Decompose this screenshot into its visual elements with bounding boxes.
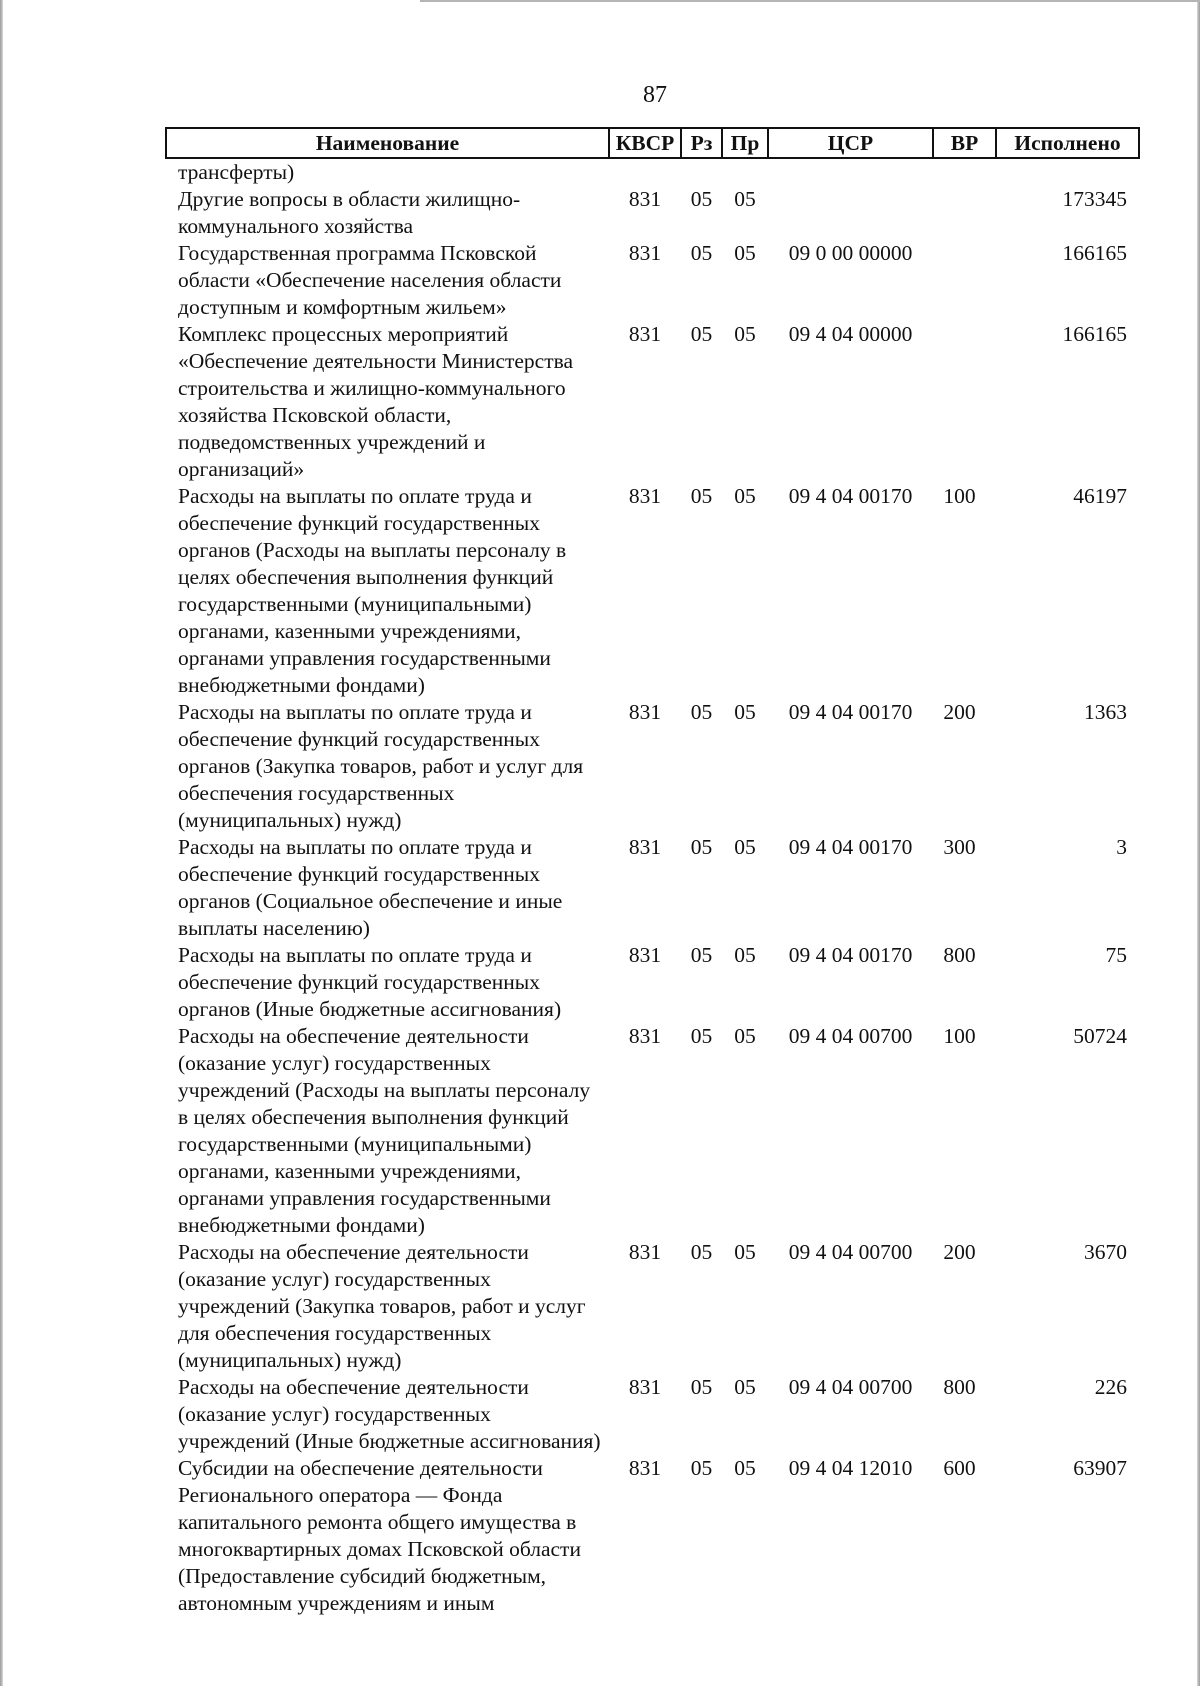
- cell-vr: 100: [943, 1024, 976, 1048]
- cell-pr: 05: [734, 1240, 756, 1264]
- cell-vr: 800: [943, 943, 976, 967]
- cell-rz: 05: [690, 1456, 713, 1480]
- header-row: [166, 128, 1139, 158]
- cell-name: Расходы на выплаты по оплате труда и обеспечение функций государственных органов (Закупка товаров, работ и услуг для обеспечения государственных (муниципальных) нужд): [178, 700, 584, 832]
- cell-pr: 05: [734, 241, 756, 265]
- cell-kvsr: 831: [628, 187, 662, 211]
- table-header: [166, 128, 1139, 158]
- cell-kvsr: 831: [628, 484, 662, 508]
- cell-pr: [722, 158, 768, 186]
- cell-done: 226: [1094, 1375, 1127, 1399]
- table-row: [166, 699, 1139, 834]
- header-csr: ЦСР: [768, 128, 933, 158]
- cell-done: 63907: [1073, 1456, 1127, 1480]
- cell-name: Расходы на выплаты по оплате труда и обеспечение функций государственных органов (Иные бюджетные ассигнования): [178, 943, 562, 1021]
- cell-name: трансферты): [178, 160, 295, 184]
- cell-name: Расходы на выплаты по оплате труда и обеспечение функций государственных органов (Расходы на выплаты персоналу в целях обеспечения выполнения функций государственными (муниципальными) органами, казенными учреждениями, органами управления государственными внебюджетными фондами): [178, 484, 567, 697]
- table-body: [166, 158, 1139, 1617]
- cell-done: 1363: [1084, 700, 1127, 724]
- cell-rz: 05: [690, 835, 713, 859]
- cell-rz: 05: [690, 1024, 713, 1048]
- cell-pr: 05: [734, 700, 756, 724]
- cell-csr: 09 4 04 00170: [788, 835, 913, 859]
- cell-done: 50724: [1073, 1024, 1127, 1048]
- cell-name: Комплекс процессных мероприятий «Обеспечение деятельности Министерства строительства и жилищно-коммунального хозяйства Псковской области, подведомственных учреждений и организаций»: [178, 322, 574, 481]
- scan-edge-left: [0, 0, 3, 1686]
- header-name: Наименование: [166, 128, 609, 158]
- table-row: [166, 186, 1139, 240]
- cell-kvsr: 831: [628, 943, 662, 967]
- cell-kvsr: 831: [628, 322, 662, 346]
- cell-name: Расходы на обеспечение деятельности (оказание услуг) государственных учреждений (Иные бюджетные ассигнования): [178, 1375, 601, 1453]
- cell-vr: [933, 240, 996, 321]
- cell-csr: 09 4 04 00170: [788, 484, 913, 508]
- cell-vr: 200: [943, 1240, 976, 1264]
- cell-done: 166165: [1062, 322, 1127, 346]
- cell-kvsr: 831: [628, 1240, 662, 1264]
- cell-name: Другие вопросы в области жилищно-коммунального хозяйства: [178, 187, 521, 238]
- cell-done: 173345: [1062, 187, 1127, 211]
- cell-kvsr: 831: [628, 1456, 662, 1480]
- cell-csr: [768, 186, 933, 240]
- cell-vr: 600: [943, 1456, 976, 1480]
- cell-csr: [768, 158, 933, 186]
- table-row: [166, 1455, 1139, 1617]
- cell-done: 75: [1105, 943, 1127, 967]
- cell-csr: 09 4 04 00000: [788, 322, 913, 346]
- header-rz: Рз: [681, 128, 722, 158]
- cell-vr: [933, 186, 996, 240]
- cell-pr: 05: [734, 322, 756, 346]
- cell-rz: 05: [690, 1375, 713, 1399]
- cell-kvsr: 831: [628, 1024, 662, 1048]
- cell-rz: 05: [690, 241, 713, 265]
- cell-pr: 05: [734, 484, 756, 508]
- cell-done: 166165: [1062, 241, 1127, 265]
- table-row: [166, 1239, 1139, 1374]
- cell-kvsr: 831: [628, 1375, 662, 1399]
- cell-vr: 300: [943, 835, 976, 859]
- table-row: [166, 240, 1139, 321]
- cell-pr: 05: [734, 943, 756, 967]
- table-row: [166, 1023, 1139, 1239]
- cell-pr: 05: [734, 1456, 756, 1480]
- header-pr: Пр: [722, 128, 768, 158]
- cell-rz: 05: [690, 1240, 713, 1264]
- cell-done: 3670: [1084, 1240, 1127, 1264]
- cell-name: Расходы на обеспечение деятельности (оказание услуг) государственных учреждений (Закупка товаров, работ и услуг для обеспечения государственных (муниципальных) нужд): [178, 1240, 586, 1372]
- cell-vr: 800: [943, 1375, 976, 1399]
- cell-kvsr: 831: [628, 700, 662, 724]
- cell-done: [996, 158, 1139, 186]
- cell-csr: 09 4 04 12010: [788, 1456, 913, 1480]
- cell-vr: 200: [943, 700, 976, 724]
- cell-pr: 05: [734, 187, 756, 211]
- header-done: Исполнено: [996, 128, 1139, 158]
- table-row: [166, 1374, 1139, 1455]
- cell-name: Расходы на обеспечение деятельности (оказание услуг) государственных учреждений (Расходы на выплаты персоналу в целях обеспечения выполнения функций государственными (муниципальными) органами, казенными учреждениями, органами управления государственными внебюджетными фондами): [178, 1024, 591, 1237]
- table-row: [166, 483, 1139, 699]
- cell-vr: [933, 321, 996, 483]
- cell-vr: [933, 158, 996, 186]
- cell-name: Расходы на выплаты по оплате труда и обеспечение функций государственных органов (Социальное обеспечение и иные выплаты населению): [178, 835, 563, 940]
- cell-pr: 05: [734, 1024, 756, 1048]
- table-row: [166, 321, 1139, 483]
- cell-csr: 09 4 04 00170: [788, 943, 913, 967]
- cell-pr: 05: [734, 835, 756, 859]
- cell-done: 3: [1116, 835, 1127, 859]
- cell-name: Субсидии на обеспечение деятельности Регионального оператора — Фонда капитального ремонта общего имущества в многоквартирных домах Псковской области (Предоставление субсидий бюджетным, автономным учреждениям и иным: [178, 1456, 581, 1615]
- cell-csr: 09 4 04 00700: [788, 1024, 913, 1048]
- cell-rz: 05: [690, 943, 713, 967]
- header-kvsr: КВСР: [609, 128, 681, 158]
- cell-rz: 05: [690, 484, 713, 508]
- table-row: [166, 834, 1139, 942]
- cell-name: Государственная программа Псковской области «Обеспечение населения области доступным и комфортным жильем»: [178, 241, 562, 319]
- budget-table: [165, 127, 1140, 1617]
- cell-vr: 100: [943, 484, 976, 508]
- cell-rz: 05: [690, 322, 713, 346]
- cell-pr: 05: [734, 1375, 756, 1399]
- cell-csr: 09 4 04 00700: [788, 1375, 913, 1399]
- cell-csr: 09 4 04 00700: [788, 1240, 913, 1264]
- header-vr: ВР: [933, 128, 996, 158]
- cell-kvsr: [609, 158, 681, 186]
- cell-csr: 09 0 00 00000: [788, 241, 913, 265]
- cell-rz: 05: [690, 700, 713, 724]
- cell-kvsr: 831: [628, 835, 662, 859]
- table-row: [166, 942, 1139, 1023]
- cell-done: 46197: [1073, 484, 1127, 508]
- cell-rz: [681, 158, 722, 186]
- cell-kvsr: 831: [628, 241, 662, 265]
- page-number: 87: [643, 82, 667, 108]
- cell-csr: 09 4 04 00170: [788, 700, 913, 724]
- cell-rz: 05: [690, 187, 713, 211]
- table-row: [166, 158, 1139, 186]
- scan-edge-top: [420, 0, 1200, 2]
